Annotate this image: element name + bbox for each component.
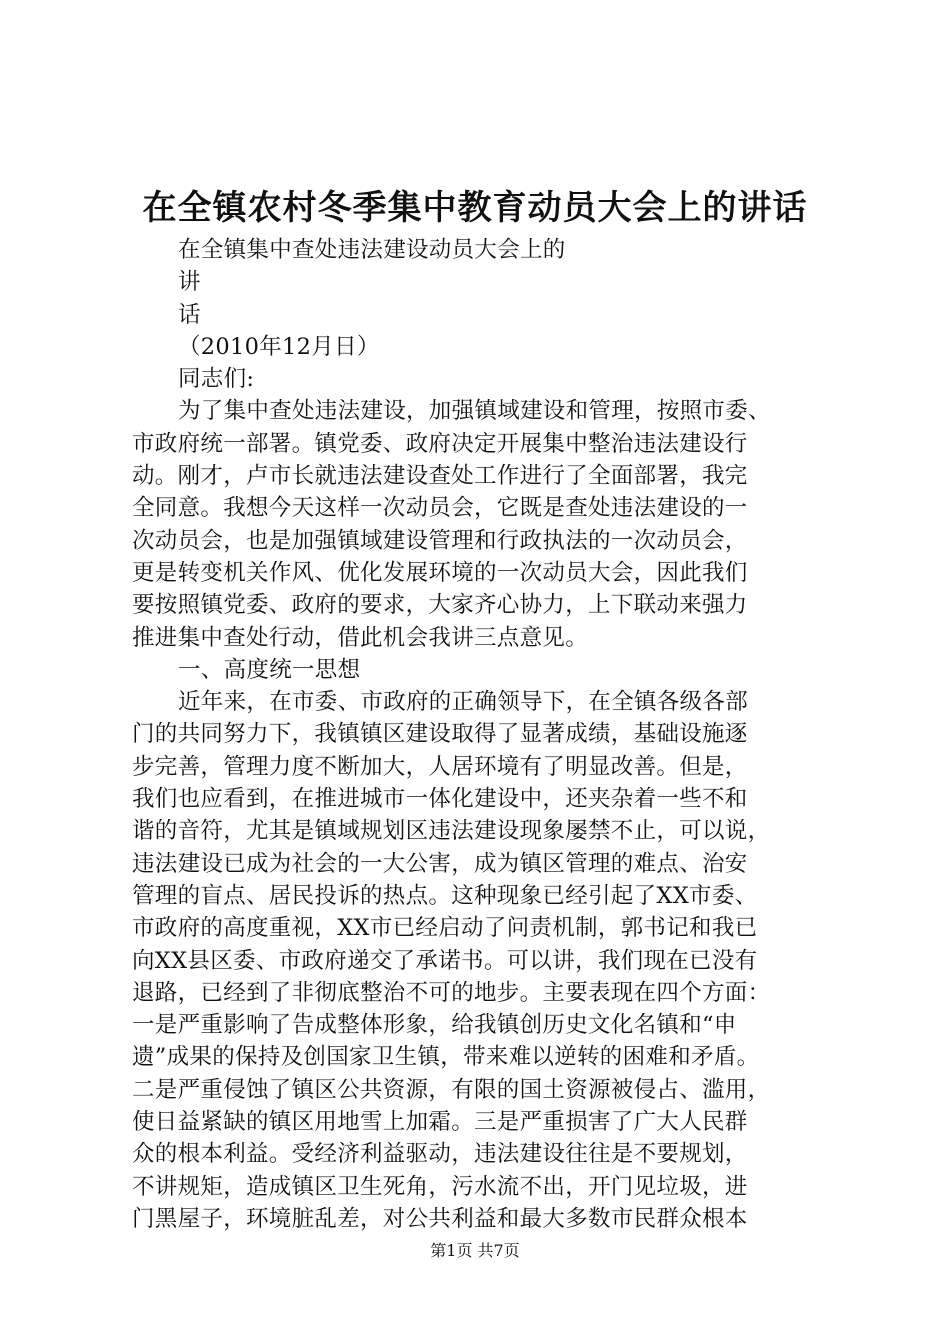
body-line: 步完善，管理力度不断加大，人居环境有了明显改善。但是， (132, 753, 748, 780)
page-footer: 第1页 共7页 (430, 1241, 520, 1260)
body-line: 近年来，在市委、市政府的正确领导下，在全镇各级各部 (178, 689, 749, 716)
body-line: 不讲规矩，造成镇区卫生死角，污水流不出，开门见垃圾，进 (132, 1173, 748, 1200)
document-title: 在全镇农村冬季集中教育动员大会上的讲话 (142, 188, 808, 228)
body-line: 违法建设已成为社会的一大公害，成为镇区管理的难点、治安 (132, 850, 748, 877)
body-line: 谐的音符，尤其是镇域规划区违法建设现象屡禁不止，可以说， (132, 818, 771, 845)
body-line: 管理的盲点、居民投诉的热点。这种现象已经引起了XX市委、 (132, 882, 758, 909)
body-line: 话 (178, 301, 201, 328)
body-line: 使日益紧缺的镇区用地雪上加霜。三是严重损害了广大人民群 (132, 1109, 748, 1136)
body-line: （2010年12月日） (178, 333, 380, 360)
body-line: 门黑屋子，环境脏乱差，对公共利益和最大多数市民群众根本 (132, 1205, 748, 1232)
body-line: 门的共同努力下，我镇镇区建设取得了显著成绩，基础设施逐 (132, 721, 748, 748)
body-line: 全同意。我想今天这样一次动员会，它既是查处违法建设的一 (132, 495, 748, 522)
body-line: 众的根本利益。受经济利益驱动，违法建设往往是不要规划， (132, 1141, 748, 1168)
body-line: 为了集中查处违法建设，加强镇域建设和管理，按照市委、 (178, 398, 771, 425)
body-line: 退路，已经到了非彻底整治不可的地步。主要表现在四个方面： (132, 979, 771, 1006)
body-line: 同志们: (178, 366, 255, 393)
body-line: 讲 (178, 269, 201, 296)
document-body (132, 234, 854, 1235)
body-line: 更是转变机关作风、优化发展环境的一次动员大会，因此我们 (132, 559, 748, 586)
body-line: 在全镇集中查处违法建设动员大会上的 (178, 237, 566, 263)
body-line: 要按照镇党委、政府的要求，大家齐心协力，上下联动来强力 (132, 592, 748, 619)
body-line: 市政府统一部署。镇党委、政府决定开展集中整治违法建设行 (132, 430, 748, 457)
body-line: 向XX县区委、市政府递交了承诺书。可以讲，我们现在已没有 (132, 947, 758, 974)
body-line: 动。刚才，卢市长就违法建设查处工作进行了全面部署，我完 (132, 463, 748, 490)
body-line: 遗”成果的保持及创国家卫生镇，带来难以逆转的困难和矛盾。 (132, 1044, 760, 1071)
body-line: 次动员会，也是加强镇域建设管理和行政执法的一次动员会， (132, 527, 748, 554)
body-line: 二是严重侵蚀了镇区公共资源，有限的国土资源被侵占、滥用， (132, 1076, 771, 1103)
body-line: 推进集中查处行动，借此机会我讲三点意见。 (132, 624, 589, 651)
body-line: 一是严重影响了告成整体形象，给我镇创历史文化名镇和“申 (132, 1012, 737, 1039)
body-line: 我们也应看到，在推进城市一体化建设中，还夹杂着一些不和 (132, 786, 748, 813)
body-line: 市政府的高度重视，XX市已经启动了问责机制，郭书记和我已 (132, 915, 758, 942)
body-line: 一、高度统一思想 (178, 656, 361, 683)
